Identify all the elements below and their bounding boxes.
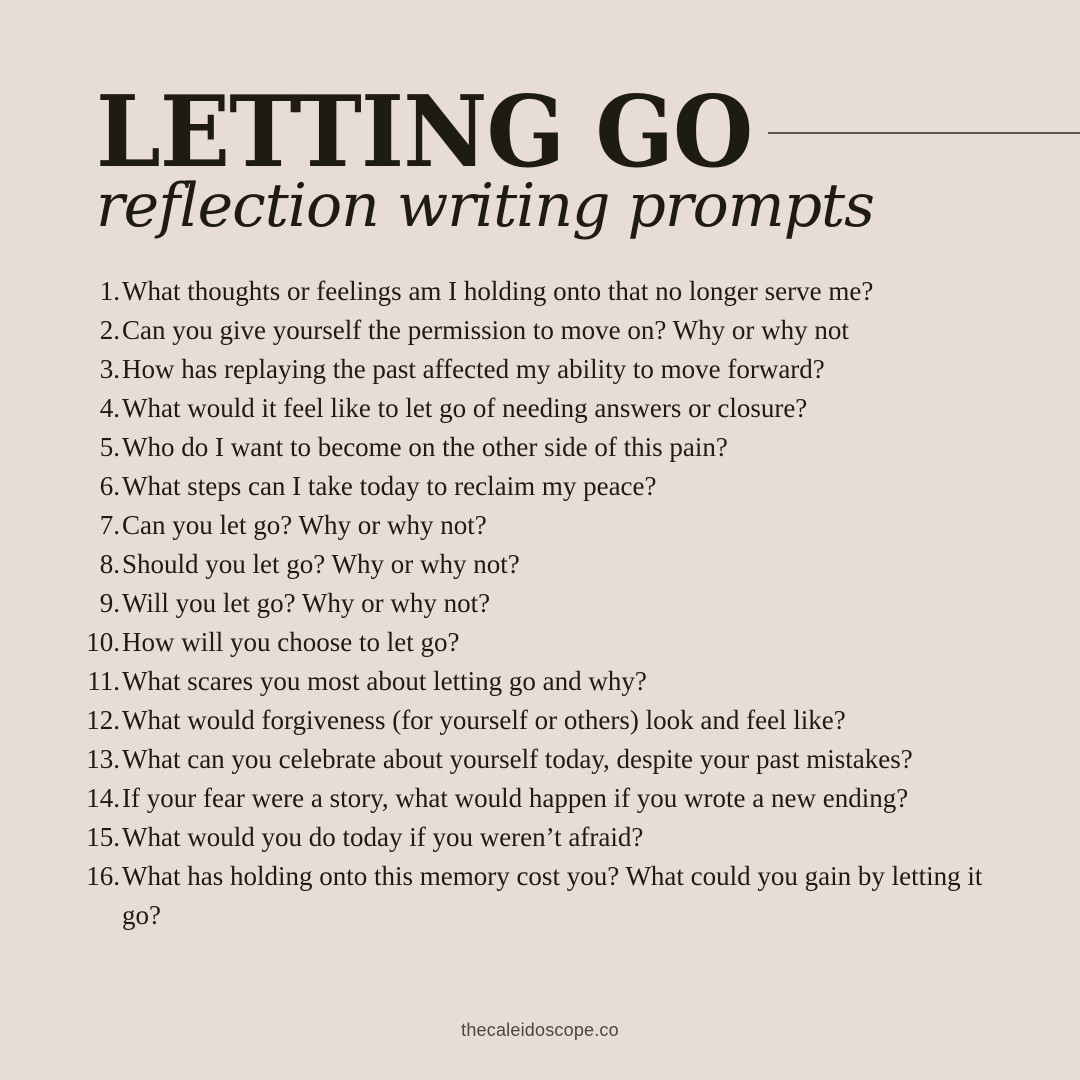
list-item (0, 584, 1080, 623)
prompt-text: Should you let go? Why or why not? (122, 549, 520, 579)
prompt-text: What thoughts or feelings am I holding onto that no longer serve me? (122, 276, 874, 306)
prompt-text: What would it feel like to let go of needing answers or closure? (122, 393, 808, 423)
list-item (0, 701, 1080, 740)
prompt-number: 3. (99, 354, 120, 384)
list-item (0, 506, 1080, 545)
prompt-number: 16. (86, 861, 120, 891)
list-item (0, 857, 1080, 935)
prompt-number: 10. (86, 627, 120, 657)
prompt-text: What can you celebrate about yourself today, despite your past mistakes? (122, 744, 913, 774)
list-item (0, 272, 1080, 311)
list-item (0, 662, 1080, 701)
list-item (0, 818, 1080, 857)
page-title: LETTING GO (96, 75, 753, 190)
prompt-text: If your fear were a story, what would happen if you wrote a new ending? (122, 783, 909, 813)
prompt-text: Who do I want to become on the other side of this pain? (122, 432, 728, 462)
list-item (0, 428, 1080, 467)
list-item (0, 311, 1080, 350)
list-item (0, 545, 1080, 584)
prompt-number: 7. (99, 510, 120, 540)
list-item (0, 350, 1080, 389)
prompt-number: 14. (86, 783, 120, 813)
website-footer: thecaleidoscope.co (461, 1020, 619, 1040)
prompt-text: How has replaying the past affected my ability to move forward? (122, 354, 825, 384)
prompt-number: 13. (86, 744, 120, 774)
list-item (0, 779, 1080, 818)
prompt-text: Can you give yourself the permission to move on? Why or why not (122, 315, 849, 345)
list-item (0, 740, 1080, 779)
prompt-text: What scares you most about letting go and why? (122, 666, 647, 696)
prompt-number: 9. (99, 588, 120, 618)
prompt-number: 11. (87, 666, 120, 696)
prompt-number: 2. (99, 315, 120, 345)
prompt-list (0, 272, 1080, 935)
prompt-number: 8. (99, 549, 120, 579)
prompt-text: What steps can I take today to reclaim my peace? (122, 471, 657, 501)
prompt-text: What would you do today if you weren’t afraid? (122, 822, 644, 852)
prompt-text: How will you choose to let go? (122, 627, 460, 657)
prompt-number: 15. (86, 822, 120, 852)
prompt-text: What would forgiveness (for yourself or others) look and feel like? (122, 705, 846, 735)
prompt-text: Can you let go? Why or why not? (122, 510, 487, 540)
list-item (0, 623, 1080, 662)
list-item (0, 389, 1080, 428)
prompt-number: 5. (99, 432, 120, 462)
prompt-text: Will you let go? Why or why not? (122, 588, 491, 618)
title-divider (768, 132, 1080, 134)
prompt-text: What has holding onto this memory cost you? What could you gain by letting it go? (122, 861, 983, 930)
page-subtitle: reflection writing prompts (96, 171, 874, 241)
prompt-number: 1. (99, 276, 120, 306)
prompt-number: 12. (86, 705, 120, 735)
prompt-number: 6. (99, 471, 120, 501)
list-item (0, 467, 1080, 506)
prompt-number: 4. (99, 393, 120, 423)
